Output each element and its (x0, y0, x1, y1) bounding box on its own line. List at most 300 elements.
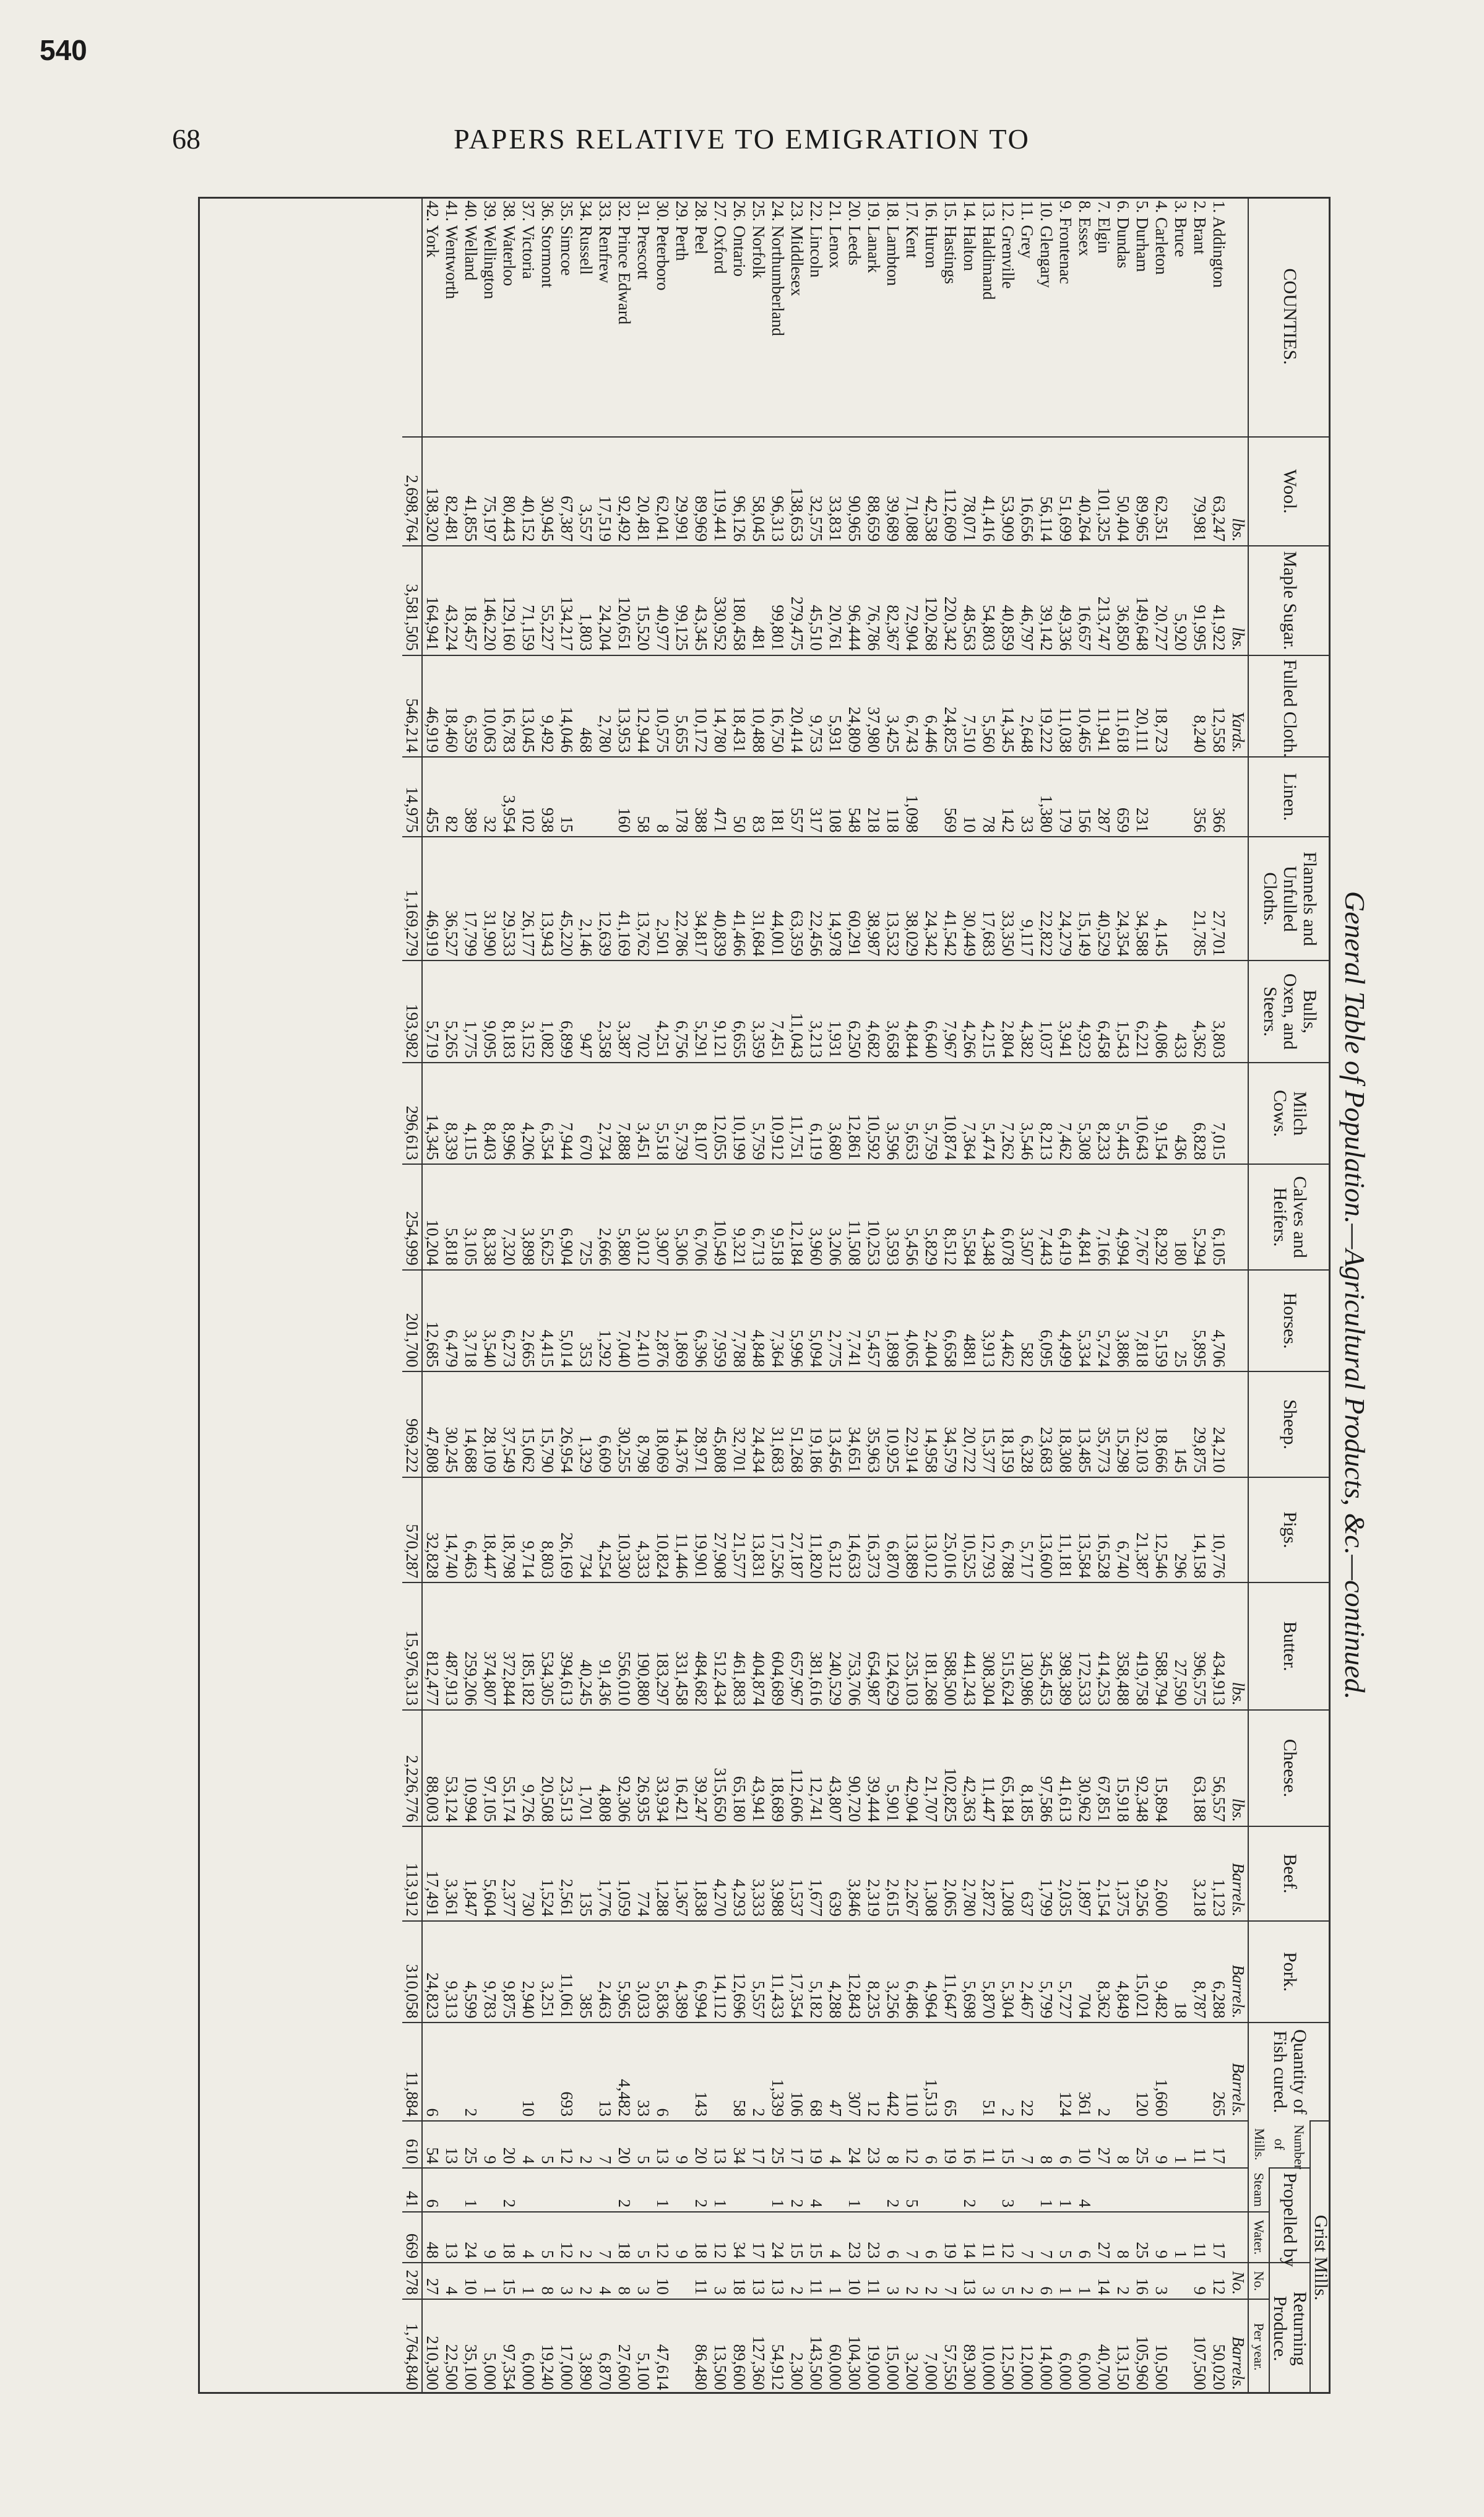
table-row (1056, 197, 1075, 2394)
table-cell: 3,206 (826, 1164, 845, 1269)
units-cell (1228, 1063, 1248, 1165)
table-row (1017, 197, 1037, 2394)
table-cell: 63,188 (1190, 1710, 1209, 1826)
table-cell: 68 (806, 2023, 826, 2121)
table-cell: 41,613 (1056, 1710, 1075, 1826)
table-cell: 17 (749, 2121, 768, 2168)
table-cell (499, 2023, 519, 2121)
table-row (1075, 197, 1094, 2394)
table-cell: 2 (787, 2263, 806, 2299)
table-cell: 13,953 (615, 655, 634, 758)
table-cell: 3,425 (883, 655, 902, 758)
table-cell: 296 (1171, 1477, 1190, 1582)
table-cell: 33,350 (998, 837, 1017, 961)
table-cell: 90,720 (845, 1710, 864, 1826)
table-cell: 112,606 (787, 1710, 806, 1826)
table-cell: 8,107 (691, 1063, 710, 1165)
table-cell: 14,112 (710, 1921, 730, 2023)
table-cell: 18,447 (480, 1477, 499, 1582)
table-cell (1152, 757, 1171, 837)
table-row (1132, 197, 1152, 2394)
table-cell: 145 (1171, 1371, 1190, 1477)
table-cell: 97,354 (499, 2299, 519, 2394)
table-cell: 10 (653, 2263, 672, 2299)
table-cell: 3,680 (826, 1063, 845, 1165)
table-cell: 12,861 (845, 1063, 864, 1165)
table-cell: 3,557 (576, 437, 595, 546)
table-cell: 24,809 (845, 655, 864, 758)
table-cell: 25 (1132, 2121, 1152, 2168)
table-cell: 11 (864, 2263, 883, 2299)
table-cell: 46,919 (422, 655, 442, 758)
table-cell: 30,449 (960, 837, 979, 961)
table-cell: 725 (576, 1164, 595, 1269)
table-cell: 1,776 (595, 1826, 615, 1921)
table-cell: 30,945 (538, 437, 557, 546)
table-cell: 13 (710, 2121, 730, 2168)
table-cell: 24,204 (595, 546, 615, 655)
table-cell: 179 (1056, 757, 1075, 837)
table-cell: 2 (615, 2168, 634, 2212)
table-cell: 582 (1017, 1270, 1037, 1372)
table-cell: 20,414 (787, 655, 806, 758)
table-cell: 2 (787, 2168, 806, 2212)
total-cell: 11,884 (402, 2023, 422, 2121)
table-cell: 6,788 (998, 1477, 1017, 1582)
table-cell: 12 (998, 2212, 1017, 2263)
table-cell: 13,485 (1075, 1371, 1094, 1477)
table-cell: 1 (1056, 2168, 1075, 2212)
table-row (634, 197, 653, 2394)
table-cell: 14 (960, 2212, 979, 2263)
table-cell: 5,901 (883, 1710, 902, 1826)
table-cell: 6,000 (1075, 2299, 1094, 2394)
table-cell: 2,467 (1017, 1921, 1037, 2023)
table-cell: 9,492 (538, 655, 557, 758)
table-cell: 1,292 (595, 1270, 615, 1372)
table-cell: 10,912 (768, 1063, 787, 1165)
units-cell (1228, 2168, 1248, 2212)
table-cell: 29,875 (1190, 1371, 1209, 1477)
table-cell: 4 (519, 2212, 538, 2263)
table-cell: 670 (576, 1063, 595, 1165)
table-cell: 12 (557, 2212, 576, 2263)
table-cell: 265 (1209, 2023, 1228, 2121)
table-cell: 2,600 (1152, 1826, 1171, 1921)
col-per-year: Per year. (1248, 2299, 1269, 2394)
table-cell: 471 (710, 757, 730, 837)
table-cell: 14,688 (461, 1371, 480, 1477)
table-cell: 62,041 (653, 437, 672, 546)
county-name: 21. Lenox (826, 201, 845, 269)
table-cell: 10,199 (730, 1063, 749, 1165)
col-returning-no: No. (1248, 2263, 1269, 2299)
table-cell: 13 (960, 2263, 979, 2299)
table-cell: 112,609 (941, 437, 960, 546)
running-header (0, 123, 1484, 166)
county-name: 8. Essex (1076, 201, 1094, 256)
table-cell: 54 (422, 2121, 442, 2168)
table-cell: 17 (787, 2121, 806, 2168)
table-cell: 91,436 (595, 1582, 615, 1710)
table-cell: 32 (480, 757, 499, 837)
table-cell: 8,338 (480, 1164, 499, 1269)
table-cell (1113, 2023, 1132, 2121)
table-cell: 19,000 (864, 2299, 883, 2394)
total-cell: 254,999 (402, 1164, 422, 1269)
table-cell: 7 (941, 2263, 960, 2299)
table-cell: 2 (960, 2168, 979, 2212)
table-cell: 484,682 (691, 1582, 710, 1710)
table-cell: 129,160 (499, 546, 519, 655)
table-cell (1190, 2168, 1209, 2212)
table-cell: 29,991 (672, 437, 691, 546)
table-cell: 19 (941, 2212, 960, 2263)
table-cell: 12,944 (634, 655, 653, 758)
table-cell: 4 (519, 2121, 538, 2168)
table-cell: 9 (1152, 2121, 1171, 2168)
table-cell: 1,660 (1152, 2023, 1171, 2121)
table-cell: 16,750 (768, 655, 787, 758)
table-cell: 2,734 (595, 1063, 615, 1165)
units-cell (1228, 757, 1248, 837)
table-cell: 13,889 (902, 1477, 921, 1582)
table-cell: 7,959 (710, 1270, 730, 1372)
table-cell: 2 (921, 2263, 941, 2299)
table-cell: 20,111 (1132, 655, 1152, 758)
table-cell: 11 (1190, 2121, 1209, 2168)
table-cell: 41,855 (461, 437, 480, 546)
table-cell: 51 (979, 2023, 998, 2121)
table-cell: 55,227 (538, 546, 557, 655)
table-cell: 14,345 (998, 655, 1017, 758)
table-cell: 21,707 (921, 1710, 941, 1826)
table-cell: 6,288 (1209, 1921, 1228, 2023)
table-cell: 15 (806, 2212, 826, 2263)
table-cell: 1,897 (1075, 1826, 1094, 1921)
table-cell: 1 (653, 2168, 672, 2212)
table-cell: 13,532 (883, 837, 902, 961)
table-cell: 48,563 (960, 546, 979, 655)
table-cell: 5,759 (749, 1063, 768, 1165)
table-cell: 1,847 (461, 1826, 480, 1921)
table-cell (1190, 2023, 1209, 2121)
table-cell: 46,797 (1017, 546, 1037, 655)
table-cell: 17,000 (557, 2299, 576, 2394)
table-cell: 8,798 (634, 1371, 653, 1477)
county-name: 24. Northumberland (769, 201, 787, 336)
table-cell: 80,443 (499, 437, 519, 546)
table-cell: 1,208 (998, 1826, 1017, 1921)
table-cell: 20 (691, 2121, 710, 2168)
table-cell: 35,773 (1094, 1371, 1113, 1477)
table-cell: 481 (749, 546, 768, 655)
table-cell: 6,479 (442, 1270, 461, 1372)
units-cell: Yards. (1228, 655, 1248, 758)
table-cell: 45,808 (710, 1371, 730, 1477)
table-cell: 220,342 (941, 546, 960, 655)
table-cell: 8,183 (499, 961, 519, 1063)
table-cell: 34,588 (1132, 837, 1152, 961)
table-cell: 6,419 (1056, 1164, 1075, 1269)
table-cell: 19,901 (691, 1477, 710, 1582)
table-cell: 41,416 (979, 437, 998, 546)
table-cell: 50,020 (1209, 2299, 1228, 2394)
table-cell: 3,507 (1017, 1164, 1037, 1269)
table-cell: 16,373 (864, 1477, 883, 1582)
table-cell: 5,870 (979, 1921, 998, 2023)
table-cell: 9,313 (442, 1921, 461, 2023)
table-cell: 8 (538, 2263, 557, 2299)
county-name: 27. Oxford (711, 201, 730, 274)
table-cell: 7,741 (845, 1270, 864, 1372)
table-cell: 24,210 (1209, 1371, 1228, 1477)
header-title: PAPERS RELATIVE TO EMIGRATION TO (454, 123, 1030, 155)
table-cell: 12,793 (979, 1477, 998, 1582)
table-cell: 15,377 (979, 1371, 998, 1477)
table-cell: 8,512 (941, 1164, 960, 1269)
table-cell: 43,345 (691, 546, 710, 655)
table-cell: 27,600 (615, 2299, 634, 2394)
table-cell: 27,701 (1209, 837, 1228, 961)
table-cell: 2 (749, 2023, 768, 2121)
table-cell: 33,831 (826, 437, 845, 546)
table-cell: 89,300 (960, 2299, 979, 2394)
table-cell: 10,549 (710, 1164, 730, 1269)
table-cell: 60,291 (845, 837, 864, 961)
table-cell (672, 2023, 691, 2121)
table-cell: 13,943 (538, 837, 557, 961)
table-cell: 7,451 (768, 961, 787, 1063)
table-cell: 14,633 (845, 1477, 864, 1582)
units-cell: Barrels. (1228, 2299, 1248, 2394)
table-cell: 5,653 (902, 1063, 921, 1165)
table-cell: 12,639 (595, 837, 615, 961)
table-cell (480, 2168, 499, 2212)
table-row (749, 197, 768, 2394)
table-cell: 35,963 (864, 1371, 883, 1477)
table-cell: 11,751 (787, 1063, 806, 1165)
table-cell: 2,501 (653, 837, 672, 961)
table-cell: 14,345 (422, 1063, 442, 1165)
table-cell: 134,217 (557, 546, 576, 655)
units-cell: lbs. (1228, 437, 1248, 546)
table-cell: 5,895 (1190, 1270, 1209, 1372)
table-cell: 26,954 (557, 1371, 576, 1477)
col-sheep: Sheep. (1248, 1371, 1331, 1477)
table-cell: 6,870 (595, 2299, 615, 2394)
table-cell: 180 (1171, 1164, 1190, 1269)
table-cell: 15,918 (1113, 1710, 1132, 1826)
table-cell: 7,000 (921, 2299, 941, 2394)
table-cell: 130,986 (1017, 1582, 1037, 1710)
table-cell: 17 (749, 2212, 768, 2263)
table-cell: 107,500 (1190, 2299, 1209, 2394)
table-cell: 8,240 (1190, 655, 1209, 758)
table-cell: 18,308 (1056, 1371, 1075, 1477)
table-cell: 104,300 (845, 2299, 864, 2394)
table-cell: 4,145 (1152, 837, 1171, 961)
table-cell: 13,762 (634, 837, 653, 961)
table-cell: 13,584 (1075, 1477, 1094, 1582)
county-name: 16. Huron (922, 201, 941, 269)
table-cell: 1,537 (787, 1826, 806, 1921)
table-cell: 105,960 (1132, 2299, 1152, 2394)
table-cell: 7,888 (615, 1063, 634, 1165)
table-cell: 45,510 (806, 546, 826, 655)
table-cell: 18,689 (768, 1710, 787, 1826)
table-cell: 4,115 (461, 1063, 480, 1165)
county-name: 9. Frontenac (1056, 201, 1075, 284)
table-cell: 32,828 (422, 1477, 442, 1582)
table-cell: 468 (576, 655, 595, 758)
total-cell: 546,214 (402, 655, 422, 758)
table-cell: 36,527 (442, 837, 461, 961)
table-cell: 588,794 (1152, 1582, 1171, 1710)
table-row (557, 197, 576, 2394)
table-cell: 512,434 (710, 1582, 730, 1710)
table-cell: 8,403 (480, 1063, 499, 1165)
table-cell: 18 (691, 2212, 710, 2263)
table-cell: 75,197 (480, 437, 499, 546)
table-cell: 5,560 (979, 655, 998, 758)
table-cell: 53,909 (998, 437, 1017, 546)
table-cell: 5,304 (998, 1921, 1017, 2023)
table-cell (749, 2168, 768, 2212)
table-cell: 76,786 (864, 546, 883, 655)
table-cell: 8 (883, 2121, 902, 2168)
table-cell: 315,650 (710, 1710, 730, 1826)
table-cell: 3 (634, 2263, 653, 2299)
total-cell: 2,226,776 (402, 1710, 422, 1826)
table-cell: 18 (730, 2263, 749, 2299)
table-cell: 36,850 (1113, 546, 1132, 655)
table-cell: 23,513 (557, 1710, 576, 1826)
units-cell: Barrels. (1228, 1826, 1248, 1921)
table-cell (1209, 2168, 1228, 2212)
table-cell: 18 (1171, 1921, 1190, 2023)
table-cell: 398,389 (1056, 1582, 1075, 1710)
county-name: 4. Carleton (1152, 201, 1171, 275)
table-row (653, 197, 672, 2394)
table-cell: 78 (979, 757, 998, 837)
table-row (538, 197, 557, 2394)
table-row (787, 197, 806, 2394)
table-cell: 366 (1209, 757, 1228, 837)
table-cell: 487,913 (442, 1582, 461, 1710)
table-cell: 6 (921, 2212, 941, 2263)
table-cell: 569 (941, 757, 960, 837)
table-cell: 97,586 (1037, 1710, 1056, 1826)
table-cell: 753,706 (845, 1582, 864, 1710)
table-cell: 120,651 (615, 546, 634, 655)
table-cell: 2,666 (595, 1164, 615, 1269)
table-cell: 102,825 (941, 1710, 960, 1826)
table-cell: 5,799 (1037, 1921, 1056, 2023)
table-cell: 33 (634, 2023, 653, 2121)
table-cell: 8,787 (1190, 1921, 1209, 2023)
col-wool: Wool. (1248, 437, 1331, 546)
table-cell: 4,706 (1209, 1270, 1228, 1372)
table-cell: 8,235 (864, 1921, 883, 2023)
table-cell: 213,747 (1094, 546, 1113, 655)
table-cell: 5,334 (1075, 1270, 1094, 1372)
table-cell: 110 (902, 2023, 921, 2121)
table-cell: 8 (1113, 2121, 1132, 2168)
col-beef: Beef. (1248, 1826, 1331, 1921)
total-cell: 1,169,279 (402, 837, 422, 961)
table-cell: 14,046 (557, 655, 576, 758)
table-cell: 556,010 (615, 1582, 634, 1710)
table-cell: 5,265 (442, 961, 461, 1063)
table-cell: 71,159 (519, 546, 538, 655)
table-cell (1171, 2263, 1190, 2299)
table-cell: 22,786 (672, 837, 691, 961)
table-cell: 23 (864, 2121, 883, 2168)
table-cell: 461,883 (730, 1582, 749, 1710)
table-cell: 3 (557, 2263, 576, 2299)
table-cell: 35,100 (461, 2299, 480, 2394)
table-cell: 6,870 (883, 1477, 902, 1582)
table-cell: 5,014 (557, 1270, 576, 1372)
table-cell: 25 (768, 2121, 787, 2168)
table-cell: 11 (806, 2263, 826, 2299)
table-cell: 12,741 (806, 1710, 826, 1826)
table-cell: 14,740 (442, 1477, 461, 1582)
table-cell (864, 2168, 883, 2212)
table-cell: 6,904 (557, 1164, 576, 1269)
county-name: 35. Simcoe (558, 201, 576, 276)
table-row (730, 197, 749, 2394)
table-cell: 15,149 (1075, 837, 1094, 961)
table-cell: 30,962 (1075, 1710, 1094, 1826)
table-cell: 11,038 (1056, 655, 1075, 758)
table-row (826, 197, 845, 2394)
table-cell: 4,206 (519, 1063, 538, 1165)
table-cell: 4,994 (1113, 1164, 1132, 1269)
table-cell: 3,913 (979, 1270, 998, 1372)
table-cell: 5,291 (691, 961, 710, 1063)
table-cell: 2 (998, 2023, 1017, 2121)
table-cell: 3,546 (1017, 1063, 1037, 1165)
table-cell: 1,375 (1113, 1826, 1132, 1921)
table-cell: 6,105 (1209, 1164, 1228, 1269)
table-cell: 7,364 (768, 1270, 787, 1372)
total-cell: 41 (402, 2168, 422, 2212)
table-cell: 4,348 (979, 1164, 998, 1269)
table-cell: 51,699 (1056, 437, 1075, 546)
table-cell: 279,475 (787, 546, 806, 655)
table-cell: 3,218 (1190, 1826, 1209, 1921)
table-row (979, 197, 998, 2394)
table-cell: 5,159 (1152, 1270, 1171, 1372)
table-cell: 8,339 (442, 1063, 461, 1165)
table-cell: 434,913 (1209, 1582, 1228, 1710)
col-grist-mills: Grist Mills. (1310, 2121, 1331, 2394)
table-cell: 3,596 (883, 1063, 902, 1165)
table-cell: 5 (1056, 2212, 1075, 2263)
col-flannels: Flannels and Unfulled Cloths. (1248, 837, 1331, 961)
table-cell: 22,500 (442, 2299, 461, 2394)
county-name: 6. Dundas (1114, 201, 1132, 269)
table-cell: 24,823 (422, 1921, 442, 2023)
county-name: 14. Halton (960, 201, 979, 271)
county-name: 2. Brant (1191, 201, 1209, 254)
table-cell: 10,172 (691, 655, 710, 758)
table-cell: 38,987 (864, 837, 883, 961)
table-cell: 18,457 (461, 546, 480, 655)
total-cell: 14,975 (402, 757, 422, 837)
